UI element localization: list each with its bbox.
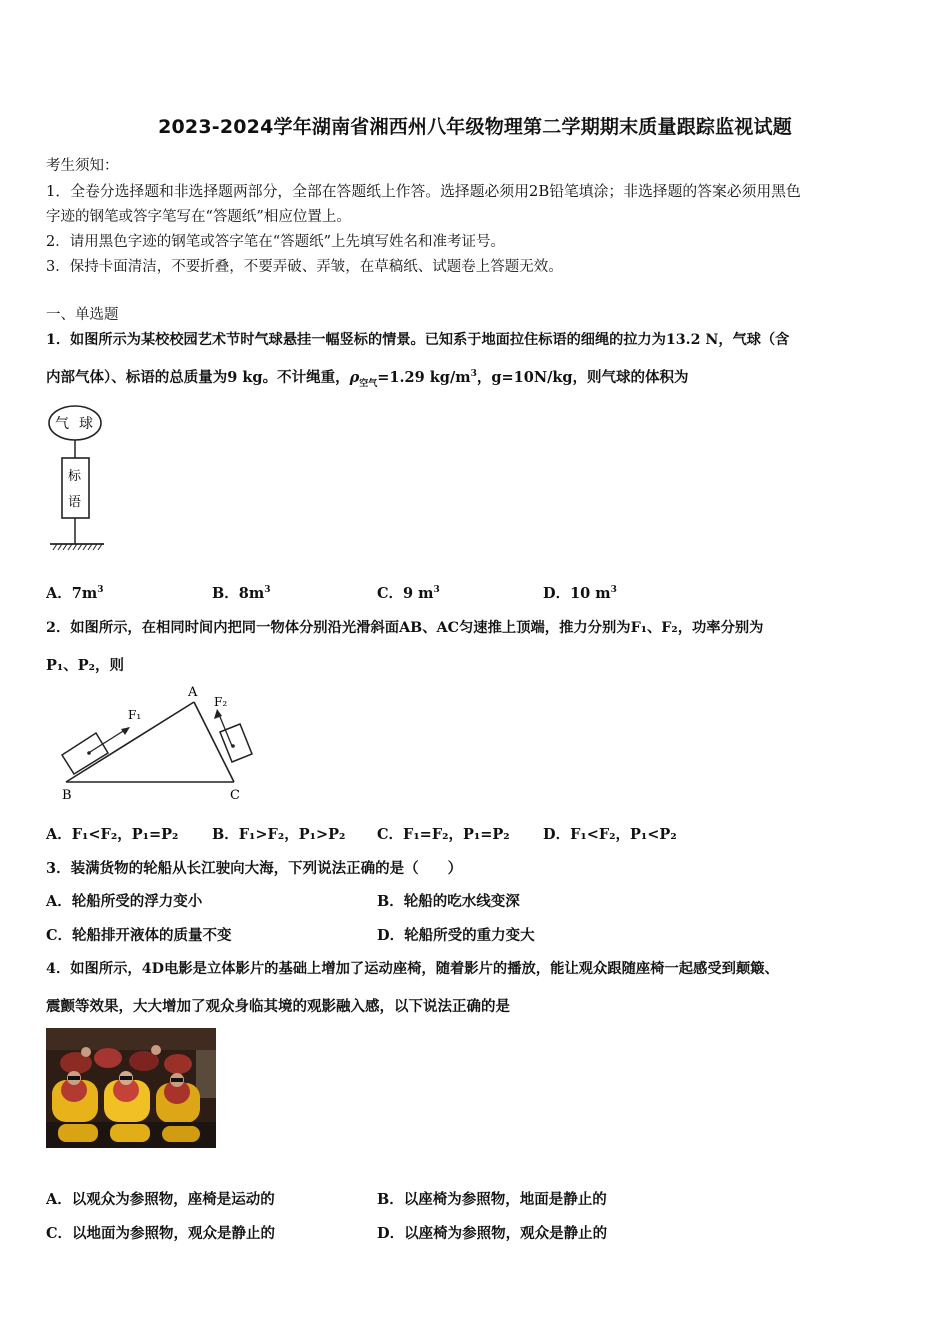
notice-heading: 考生须知： (46, 158, 119, 174)
label-f2: F₂ (214, 695, 228, 709)
page-title: 2023-2024学年湖南省湘西州八年级物理第二学期期末质量跟踪监视试题 (158, 116, 792, 138)
q3-option-a[interactable]: A．轮船所受的浮力变小 (46, 893, 203, 910)
q4-stem-line1: 4．如图所示，4D电影是立体影片的基础上增加了运动座椅，随着影片的播放，能让观众跟随座椅一起感受到颠簸、 (46, 961, 779, 977)
label-c: C (230, 788, 240, 803)
notice-item-1a: 1．全卷分选择题和非选择题两部分，全部在答题纸上作答。选择题必须用2B铅笔填涂；非选择题的答案必须用黑色 (46, 183, 801, 200)
banner-char-1: 标 (68, 469, 82, 484)
notice-item-2: 2．请用黑色字迹的钢笔或答字笔在“答题纸”上先填写姓名和准考证号。 (46, 234, 506, 250)
label-a: A (188, 685, 198, 700)
q2-option-b[interactable]: B．F₁>F₂，P₁>P₂ (212, 826, 346, 843)
q2-option-d[interactable]: D．F₁<F₂，P₁<P₂ (543, 826, 677, 843)
q3-option-b[interactable]: B．轮船的吃水线变深 (377, 893, 520, 910)
q1-balloon-figure (44, 400, 114, 555)
q2-stem-line1: 2．如图所示，在相同时间内把同一物体分别沿光滑斜面AB、AC匀速推上顶端，推力分别为F₁、F₂，功率分别为 (46, 620, 764, 636)
f1-arrow (90, 728, 128, 752)
q2-stem-line2: P₁、P₂，则 (46, 657, 125, 674)
q4-stem-line2: 震颤等效果，大大增加了观众身临其境的观影融入感，以下说法正确的是 (46, 998, 510, 1015)
q3-stem: 3．装满货物的轮船从长江驶向大海，下列说法正确的是（ ） (46, 860, 463, 877)
q4-option-c[interactable]: C．以地面为参照物，观众是静止的 (46, 1225, 276, 1242)
q1-stem-line1: 1．如图所示为某校校园艺术节时气球悬挂一幅竖标的情景。已知系于地面拉住标语的细绳的拉力为13.2 N，气球（含 (46, 332, 790, 348)
q2-incline-figure (44, 682, 264, 802)
block-on-ab (62, 733, 108, 774)
incline-ac (194, 702, 234, 782)
block-ac-center (231, 744, 235, 748)
q4-option-a[interactable]: A．以观众为参照物，座椅是运动的 (46, 1191, 275, 1208)
q3-option-c[interactable]: C．轮船排开液体的质量不变 (46, 927, 232, 944)
q2-option-a[interactable]: A．F₁<F₂，P₁=P₂ (46, 826, 179, 843)
q1-stem-line2: 内部气体）、标语的总质量为9 kg。不计绳重，$\rho_{空气}=1.29$ $kg/m^3$，g=10N/kg，则气球的体积为 (46, 369, 689, 389)
banner-char-2: 语 (68, 495, 82, 510)
q2-option-c[interactable]: C．F₁=F₂，P₁=P₂ (377, 826, 510, 843)
block-ab-center (87, 751, 91, 755)
q4-option-d[interactable]: D．以座椅为参照物，观众是静止的 (377, 1225, 608, 1242)
label-f1: F₁ (128, 708, 142, 722)
section-heading: 一、单选题 (46, 307, 119, 323)
q3-option-d[interactable]: D．轮船所受的重力变大 (377, 927, 535, 944)
q1-option-d[interactable]: D．10 $m^3$ (543, 585, 617, 602)
balloon-char-2: 球 (79, 416, 93, 432)
q1-option-c[interactable]: C．9 $m^3$ (377, 585, 440, 602)
ground-hatching (53, 544, 102, 550)
notice-item-3: 3．保持卡面清洁，不要折叠，不要弄破、弄皱，在草稿纸、试题卷上答题无效。 (46, 259, 563, 275)
q1-option-b[interactable]: B．$8m^3$ (212, 585, 271, 602)
q1-option-a[interactable]: A．$7m^3$ (46, 585, 104, 602)
q4-option-b[interactable]: B．以座椅为参照物，地面是静止的 (377, 1191, 607, 1208)
cinema-photo (46, 1028, 216, 1148)
notice-item-1b: 字迹的钢笔或答字笔写在“答题纸”相应位置上。 (46, 209, 351, 225)
balloon-char-1: 气 (55, 416, 69, 432)
f2-arrow (218, 712, 232, 746)
label-b: B (62, 788, 72, 803)
f1-arrowhead (121, 727, 130, 735)
